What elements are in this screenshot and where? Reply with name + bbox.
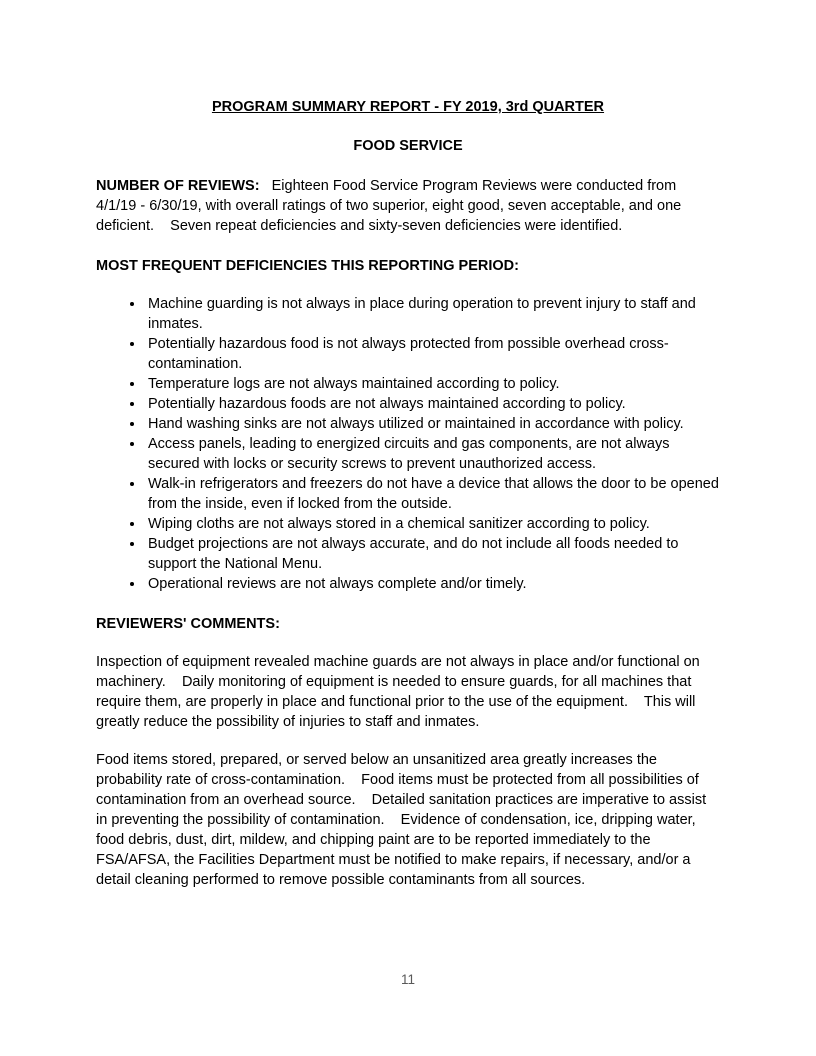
deficiency-item: • Access panels, leading to energized circuits and gas components, are not always secured with locks or security screws to prevent unauthorized access. [145, 434, 720, 474]
deficiency-item: • Hand washing sinks are not always utilized or maintained in accordance with policy. [145, 414, 720, 434]
deficiency-item: • Machine guarding is not always in place during operation to prevent injury to staff and inmates. [145, 294, 720, 334]
deficiencies-heading: MOST FREQUENT DEFICIENCIES THIS REPORTING PERIOD: [96, 258, 519, 274]
page-number: 11 [400, 972, 415, 987]
deficiency-item: • Operational reviews are not always complete and/or timely. [145, 574, 720, 594]
deficiency-item: • Budget projections are not always accurate, and do not include all foods needed to support the National Menu. [145, 534, 720, 574]
number-of-reviews-label: NUMBER OF REVIEWS: [96, 178, 260, 194]
report-title-text: PROGRAM SUMMARY REPORT - FY 2019, 3rd QUARTER [211, 99, 605, 115]
comments-paragraph: Inspection of equipment revealed machine guards are not always in place and/or functional on machinery. Daily monitoring of equipment is needed to ensure guards, for all machines that require them, are properly in place and functional prior to the use of the equipment. This will greatly reduce the possibility of injuries to staff and inmates. [96, 654, 704, 730]
report-subtitle: FOOD SERVICE [353, 138, 463, 154]
deficiency-list [96, 294, 720, 594]
number-of-reviews-paragraph [96, 176, 720, 236]
report-title [96, 97, 720, 117]
number-of-reviews-text: Eighteen Food Service Program Reviews were conducted from 4/1/19 - 6/30/19, with overall ratings of two superior, eight good, seven acceptable, and one deficient. Seven repeat deficiencies and sixty-seven deficiencies were identified. [96, 178, 686, 234]
deficiency-item: • Temperature logs are not always maintained according to policy. [145, 374, 720, 394]
comments-paragraph: Food items stored, prepared, or served below an unsanitized area greatly increases the probability rate of cross-contamination. Food items must be protected from all possibilities of contamination from an overhead source. Detailed sanitation practices are imperative to assist in preventing the possibility of contamination. Evidence of condensation, ice, dripping water, food debris, dust, dirt, mildew, and chipping paint are to be reported immediately to the FSA/AFSA, the Facilities Department must be notified to make repairs, if necessary, and/or a detail cleaning performed to remove possible contaminants from all sources. [96, 752, 711, 888]
comments-heading: REVIEWERS' COMMENTS: [96, 616, 280, 632]
deficiency-item: • Walk-in refrigerators and freezers do not have a device that allows the door to be opened from the inside, even if locked from the outside. [145, 474, 720, 514]
deficiency-item: • Potentially hazardous food is not always protected from possible overhead cross-contamination. [145, 334, 720, 374]
deficiency-item: • Wiping cloths are not always stored in a chemical sanitizer according to policy. [145, 514, 720, 534]
deficiency-item: • Potentially hazardous foods are not always maintained according to policy. [145, 394, 720, 414]
